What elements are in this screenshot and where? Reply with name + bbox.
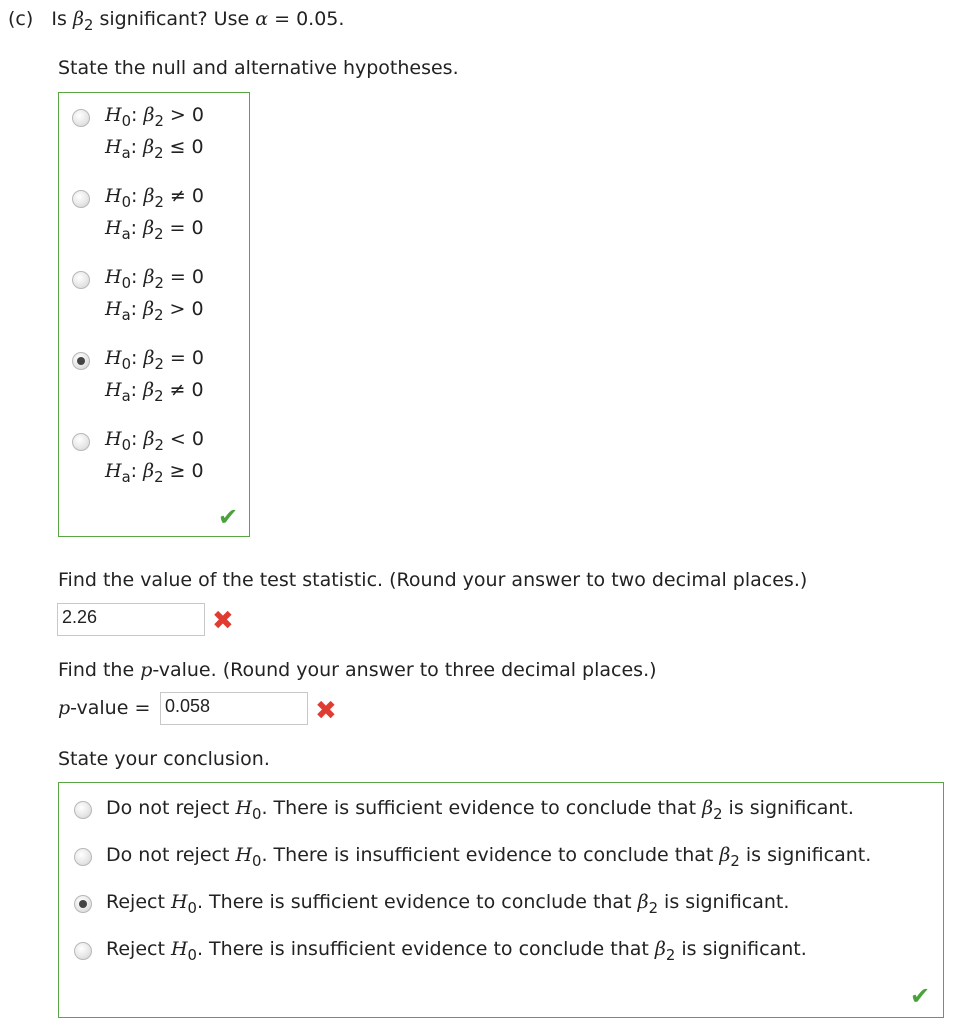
question-middle: significant? Use — [99, 8, 250, 30]
conclusion-middle: . There is sufficient evidence to conclude that — [196, 891, 632, 913]
hypothesis-radio-4[interactable] — [72, 352, 90, 370]
relation: > 0 — [169, 298, 204, 320]
beta-symbol: β — [143, 460, 155, 482]
alpha-value: = 0.05. — [274, 8, 345, 30]
conclusion-middle: . There is insufficient evidence to conclude that — [196, 938, 649, 960]
cross-icon: ✖ — [315, 696, 337, 726]
cross-icon: ✖ — [212, 606, 234, 636]
h-symbol: H — [170, 938, 188, 960]
beta-symbol: β — [143, 298, 155, 320]
h-subscript: 0 — [187, 947, 197, 965]
colon: : — [130, 136, 144, 158]
h-symbol: H — [170, 891, 188, 913]
conclusion-option-1 — [106, 797, 854, 824]
question-title — [8, 8, 345, 35]
conclusion-start: Reject — [106, 891, 165, 913]
beta-symbol: β — [143, 379, 155, 401]
h-subscript: a — [121, 226, 131, 244]
part-label: (c) — [8, 8, 34, 30]
conclusion-radio-3[interactable] — [74, 895, 92, 913]
p-value-prompt-before: Find the — [58, 659, 135, 681]
h-symbol: H — [235, 844, 253, 866]
hypothesis-alt-3 — [105, 298, 204, 325]
beta-subscript: 2 — [154, 437, 164, 455]
h-symbol: H — [105, 347, 122, 369]
beta-symbol: β — [143, 104, 155, 126]
beta-subscript: 2 — [83, 17, 94, 35]
hypothesis-radio-5[interactable] — [72, 433, 90, 451]
beta-symbol: β — [143, 217, 155, 239]
h-symbol: H — [105, 217, 122, 239]
beta-subscript: 2 — [154, 194, 164, 212]
conclusion-middle: . There is insufficient evidence to conclude that — [261, 844, 714, 866]
beta-subscript: 2 — [154, 388, 164, 406]
h-symbol: H — [105, 298, 122, 320]
h-subscript: 0 — [252, 853, 262, 871]
hypothesis-alt-2 — [105, 217, 204, 244]
p-value-prompt — [58, 659, 657, 681]
conclusion-option-4 — [106, 938, 807, 965]
conclusion-prompt: State your conclusion. — [58, 748, 270, 770]
beta-symbol: β — [143, 428, 155, 450]
beta-subscript: 2 — [154, 307, 164, 325]
hypothesis-radio-2[interactable] — [72, 190, 90, 208]
relation: ≥ 0 — [169, 460, 204, 482]
h-symbol: H — [105, 428, 122, 450]
relation: > 0 — [169, 104, 204, 126]
p-value-label — [58, 697, 150, 719]
beta-subscript: 2 — [665, 947, 676, 965]
colon: : — [130, 217, 144, 239]
hypotheses-prompt: State the null and alternative hypotheses. — [58, 57, 459, 79]
p-value-label-p: p — [58, 697, 71, 719]
beta-subscript: 2 — [713, 806, 723, 824]
hypothesis-null-2 — [105, 185, 204, 212]
p-value-prompt-after: -value. (Round your answer to three decimal places.) — [152, 659, 657, 681]
hypothesis-null-3 — [105, 266, 204, 293]
beta-subscript: 2 — [154, 226, 164, 244]
test-statistic-prompt: Find the value of the test statistic. (Round your answer to two decimal places.) — [58, 569, 808, 591]
h-subscript: a — [121, 307, 131, 325]
beta-subscript: 2 — [154, 469, 164, 487]
hypothesis-null-5 — [105, 428, 204, 455]
conclusion-start: Do not reject — [106, 844, 230, 866]
beta-symbol: β — [143, 185, 155, 207]
conclusion-option-2 — [106, 844, 872, 871]
h-symbol: H — [105, 460, 122, 482]
hypothesis-alt-1 — [105, 136, 204, 163]
beta-symbol: β — [143, 347, 155, 369]
conclusion-start: Reject — [106, 938, 165, 960]
relation: = 0 — [169, 217, 204, 239]
conclusion-radio-2[interactable] — [74, 848, 92, 866]
colon: : — [130, 460, 144, 482]
hypothesis-alt-4 — [105, 379, 204, 406]
h-subscript: a — [121, 145, 131, 163]
h-subscript: 0 — [187, 900, 197, 918]
h-subscript: 0 — [252, 806, 262, 824]
h-symbol: H — [235, 797, 253, 819]
hypothesis-null-4 — [105, 347, 204, 374]
test-statistic-input[interactable]: 2.26 — [57, 603, 205, 636]
relation: = 0 — [169, 347, 204, 369]
colon: : — [131, 104, 144, 126]
hypothesis-null-1 — [105, 104, 204, 131]
relation: ≠ 0 — [169, 379, 204, 401]
h-subscript: 0 — [121, 437, 132, 455]
conclusion-option-3 — [106, 891, 790, 918]
conclusion-end: is significant. — [681, 938, 807, 960]
relation: < 0 — [169, 428, 204, 450]
check-icon: ✔ — [218, 503, 239, 531]
beta-subscript: 2 — [154, 145, 164, 163]
colon: : — [131, 266, 144, 288]
beta-subscript: 2 — [154, 113, 164, 131]
beta-symbol: β — [143, 136, 155, 158]
conclusion-end: is significant. — [745, 844, 872, 866]
beta-symbol: β — [654, 938, 666, 960]
alpha-symbol: α — [255, 8, 269, 30]
relation: ≠ 0 — [169, 185, 204, 207]
colon: : — [130, 379, 144, 401]
h-subscript: a — [121, 469, 131, 487]
conclusion-start: Do not reject — [106, 797, 230, 819]
colon: : — [130, 298, 144, 320]
h-symbol: H — [105, 136, 122, 158]
beta-symbol: β — [143, 266, 155, 288]
h-subscript: a — [121, 388, 131, 406]
colon: : — [131, 347, 144, 369]
beta-subscript: 2 — [154, 275, 164, 293]
hypothesis-radio-1[interactable] — [72, 109, 90, 127]
h-subscript: 0 — [121, 275, 132, 293]
p-value-label-after: -value = — [70, 697, 151, 719]
relation: ≤ 0 — [169, 136, 204, 158]
beta-subscript: 2 — [154, 356, 164, 374]
h-subscript: 0 — [121, 113, 132, 131]
p-value-input[interactable]: 0.058 — [160, 692, 308, 725]
hypothesis-alt-5 — [105, 460, 204, 487]
check-icon: ✔ — [910, 982, 931, 1010]
conclusion-end: is significant. — [728, 797, 854, 819]
beta-subscript: 2 — [648, 900, 658, 918]
beta-symbol: β — [702, 797, 714, 819]
h-subscript: 0 — [121, 356, 132, 374]
beta-symbol: β — [72, 8, 84, 30]
beta-symbol: β — [637, 891, 649, 913]
colon: : — [131, 185, 144, 207]
conclusion-radio-4[interactable] — [74, 942, 92, 960]
h-symbol: H — [105, 185, 122, 207]
h-symbol: H — [105, 379, 122, 401]
relation: = 0 — [169, 266, 204, 288]
beta-subscript: 2 — [730, 853, 740, 871]
question-prefix: Is — [51, 8, 67, 30]
p-value-prompt-p: p — [140, 659, 153, 681]
hypothesis-radio-3[interactable] — [72, 271, 90, 289]
h-subscript: 0 — [121, 194, 132, 212]
colon: : — [131, 428, 144, 450]
conclusion-middle: . There is sufficient evidence to conclude that — [261, 797, 697, 819]
conclusion-end: is significant. — [664, 891, 790, 913]
h-symbol: H — [105, 266, 122, 288]
beta-symbol: β — [719, 844, 731, 866]
h-symbol: H — [105, 104, 122, 126]
conclusion-radio-1[interactable] — [74, 801, 92, 819]
